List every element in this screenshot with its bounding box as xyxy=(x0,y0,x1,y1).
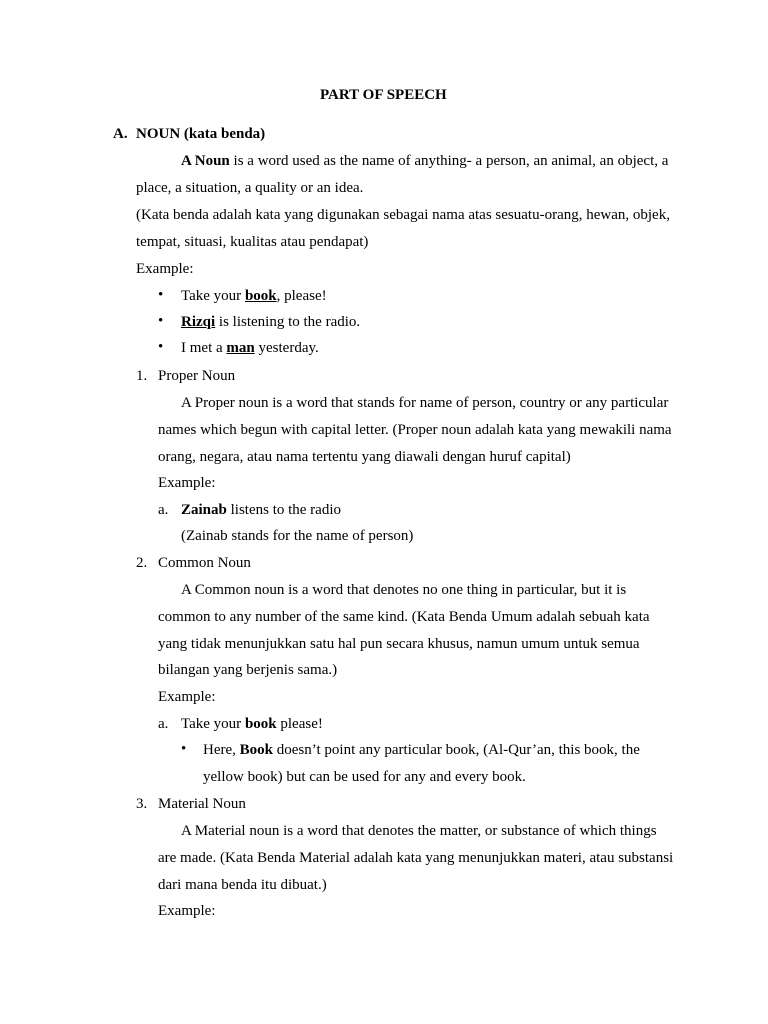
item-paragraph-line: A Proper noun is a word that stands for name of person, country or any particular xyxy=(181,395,669,411)
example-item xyxy=(181,338,319,358)
example-keyword: man xyxy=(226,340,255,356)
example-marker: a. xyxy=(158,502,169,518)
item-paragraph-line: orang, negara, atau nama tertentu yang diawali dengan huruf capital) xyxy=(158,449,571,465)
example-item xyxy=(181,500,341,520)
example-item xyxy=(181,286,327,306)
definition-line xyxy=(181,151,668,171)
item-paragraph-line: are made. (Kata Benda Material adalah kata yang menunjukkan materi, atau substansi xyxy=(158,850,674,866)
item-title: Proper Noun xyxy=(158,368,236,384)
example-keyword: Rizqi xyxy=(181,314,216,330)
explanation-text: doesn’t point any particular book, (Al-Qur’an, this book, the xyxy=(273,742,640,758)
example-note: (Zainab stands for the name of person) xyxy=(181,528,414,544)
example-text: please! xyxy=(276,716,323,732)
sub-explanation xyxy=(203,740,640,760)
section-heading: NOUN (kata benda) xyxy=(136,126,266,142)
example-text: listens to the radio xyxy=(226,502,342,518)
bullet-icon: • xyxy=(158,313,164,329)
item-paragraph-line: dari mana benda itu dibuat.) xyxy=(158,877,327,893)
bullet-icon: • xyxy=(158,339,164,355)
item-paragraph-line: bilangan yang berjenis sama.) xyxy=(158,662,338,678)
item-paragraph-line: A Common noun is a word that denotes no one thing in particular, but it is xyxy=(181,582,627,598)
item-title: Common Noun xyxy=(158,555,251,571)
definition-line-2: place, a situation, a quality or an idea. xyxy=(136,180,364,196)
example-text: I met a xyxy=(181,340,227,356)
bullet-icon: • xyxy=(181,741,187,757)
list-number: 3. xyxy=(136,796,148,812)
example-item xyxy=(181,714,323,734)
example-label: Example: xyxy=(158,475,216,491)
definition-text: is a word used as the name of anything- a person, an animal, an object, a xyxy=(229,153,669,169)
example-text: , please! xyxy=(276,288,327,304)
explanation-keyword: Book xyxy=(239,742,274,758)
example-item xyxy=(181,312,360,332)
item-paragraph-line: names which begun with capital letter. (Proper noun adalah kata yang mewakili nama xyxy=(158,422,672,438)
explanation-text: Here, xyxy=(203,742,240,758)
definition-term: A Noun xyxy=(181,153,230,169)
translation-line-1: (Kata benda adalah kata yang digunakan sebagai nama atas sesuatu-orang, hewan, objek, xyxy=(136,207,670,223)
example-marker: a. xyxy=(158,716,169,732)
item-paragraph-line: common to any number of the same kind. (Kata Benda Umum adalah sebuah kata xyxy=(158,609,650,625)
example-keyword: book xyxy=(244,288,277,304)
example-label: Example: xyxy=(158,689,216,705)
list-number: 1. xyxy=(136,368,148,384)
item-paragraph-line: A Material noun is a word that denotes the matter, or substance of which things xyxy=(181,823,657,839)
example-label: Example: xyxy=(158,903,216,919)
example-text: yesterday. xyxy=(254,340,319,356)
example-text: Take your xyxy=(181,716,245,732)
page-title: PART OF SPEECH xyxy=(320,87,447,103)
bullet-icon: • xyxy=(158,287,164,303)
section-marker: A. xyxy=(113,126,128,142)
item-paragraph-line: yang tidak menunjukkan satu hal pun secara khusus, namun umum untuk semua xyxy=(158,636,640,652)
sub-explanation-line-2: yellow book) but can be used for any and every book. xyxy=(203,769,526,785)
list-number: 2. xyxy=(136,555,148,571)
example-keyword: book xyxy=(244,716,277,732)
example-keyword: Zainab xyxy=(181,502,227,518)
item-title: Material Noun xyxy=(158,796,246,812)
example-label: Example: xyxy=(136,261,194,277)
translation-line-2: tempat, situasi, kualitas atau pendapat) xyxy=(136,234,369,250)
example-text: Take your xyxy=(181,288,245,304)
example-text: is listening to the radio. xyxy=(215,314,361,330)
